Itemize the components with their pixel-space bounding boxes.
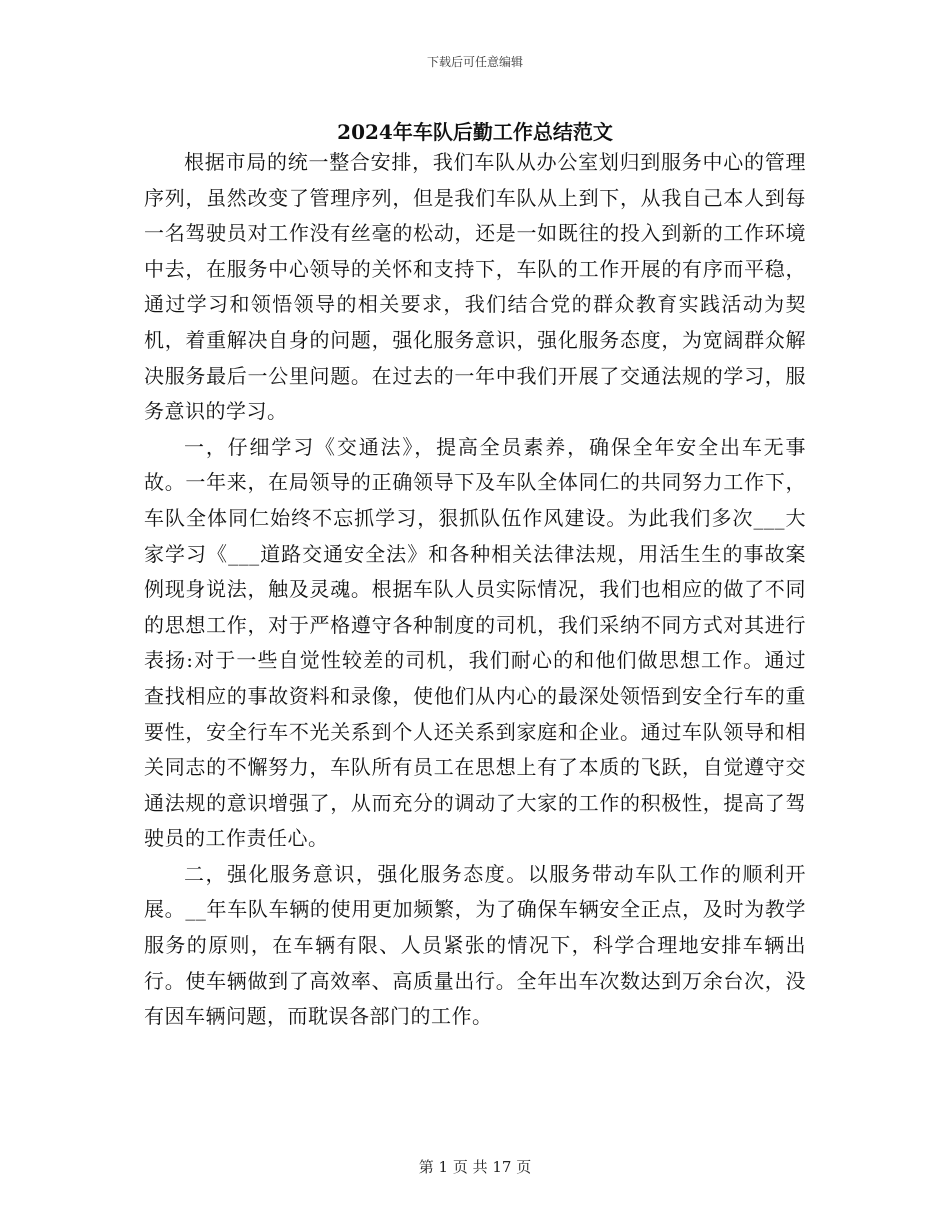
page-number: 第 1 页 共 17 页 (418, 1158, 532, 1176)
page-header-note: 下载后可任意编辑 (426, 55, 523, 69)
document-body (144, 145, 806, 1035)
document-title: 2024年车队后勤工作总结范文 (337, 120, 613, 144)
paragraph-section-1: 一，仔细学习《交通法》，提高全员素养，确保全年安全出车无事故。一年来，在局领导的正确领导下及车队全体同仁的共同努力工作下，车队全体同仁始终不忘抓学习，狠抓队伍作风建设。为此我们多次___大家学习《___道路交通安全法》和各种相关法律法规，用活生生的事故案例现身说法，触及灵魂。根据车队人员实际情况，我们也相应的做了不同的思想工作，对于严格遵守各种制度的司机，我们采纳不同方式对其进行表扬:对于一些自觉性较差的司机，我们耐心的和他们做思想工作。通过查找相应的事故资料和录像，使他们从内心的最深处领悟到安全行车的重要性，安全行车不光关系到个人还关系到家庭和企业。通过车队领导和相关同志的不懈努力，车队所有员工在思想上有了本质的飞跃，自觉遵守交通法规的意识增强了，从而充分的调动了大家的工作的积极性，提高了驾驶员的工作责任心。 (144, 434, 806, 851)
paragraph-intro: 根据市局的统一整合安排，我们车队从办公室划归到服务中心的管理序列，虽然改变了管理序列，但是我们车队从上到下，从我自己本人到每一名驾驶员对工作没有丝毫的松动，还是一如既往的投入到新的工作环境中去，在服务中心领导的关怀和支持下，车队的工作开展的有序而平稳，通过学习和领悟领导的相关要求，我们结合党的群众教育实践活动为契机，着重解决自身的问题，强化服务意识，强化服务态度，为宽阔群众解决服务最后一公里问题。在过去的一年中我们开展了交通法规的学习，服务意识的学习。 (144, 150, 806, 424)
paragraph-section-2: 二，强化服务意识，强化服务态度。以服务带动车队工作的顺利开展。__年车队车辆的使用更加频繁，为了确保车辆安全正点，及时为教学服务的原则，在车辆有限、人员紧张的情况下，科学合理地安排车辆出行。使车辆做到了高效率、高质量出行。全年出车次数达到万余台次，没有因车辆问题，而耽误各部门的工作。 (144, 861, 806, 1029)
